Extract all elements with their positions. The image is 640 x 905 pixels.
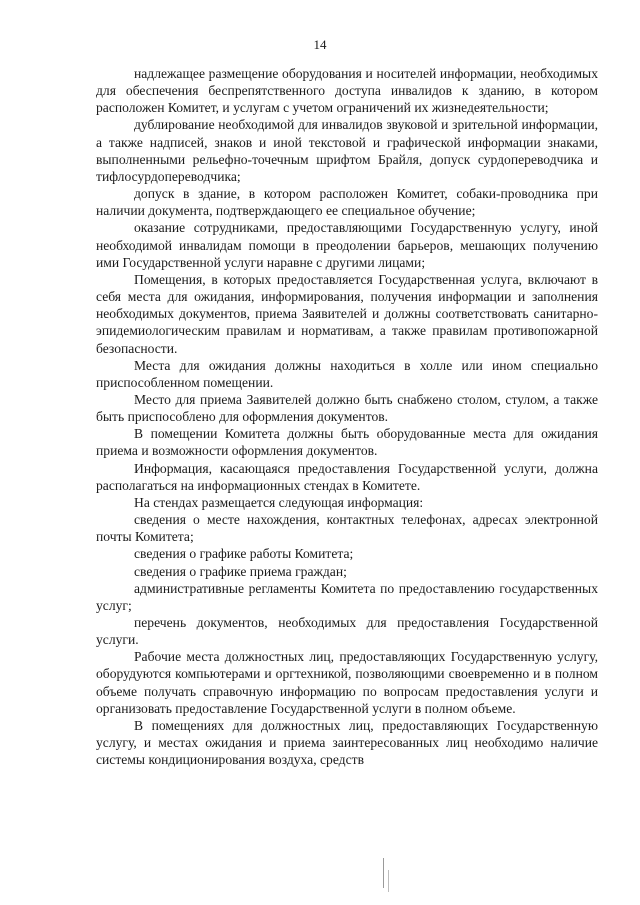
- paragraph: Место для приема Заявителей должно быть снабжено столом, стулом, а также быть приспособлено для оформления документов.: [96, 391, 598, 425]
- paragraph: Информация, касающаяся предоставления Государственной услуги, должна располагаться на информационных стендах в Комитете.: [96, 460, 598, 493]
- scan-artifact: [383, 858, 384, 888]
- paragraph: На стендах размещается следующая информация:: [134, 494, 424, 510]
- page-number: 14: [313, 37, 327, 52]
- paragraph: В помещении Комитета должны быть оборудованные места для ожидания приема и возможности оформления документов.: [96, 426, 598, 459]
- paragraph: сведения о графике приема граждан;: [134, 563, 347, 579]
- paragraph: перечень документов, необходимых для предоставления Государственной услуги.: [96, 615, 598, 648]
- paragraph: сведения о месте нахождения, контактных телефонах, адресах электронной почты Комитета;: [96, 512, 598, 545]
- scan-artifact: [388, 870, 389, 892]
- paragraph: оказание сотрудниками, предоставляющими Государственную услугу, иной необходимой инвалидам помощи в преодолении барьеров, мешающих получению ими Государственной услуги наравне с другими лицами;: [96, 220, 598, 270]
- paragraph: Помещения, в которых предоставляется Государственная услуга, включают в себя места для ожидания, информирования, получения информации и заполнения необходимых документов, приема Заявителей и должны соответствовать санитарно-эпидемиологическим правилам и нормативам, а также правилам противопожарной безопасности.: [96, 271, 598, 356]
- paragraph: Места для ожидания должны находиться в холле или ином специально приспособленном помещении.: [96, 357, 598, 390]
- paragraph: допуск в здание, в котором расположен Комитет, собаки-проводника при наличии документа, подтверждающего ее специальное обучение;: [96, 186, 598, 219]
- document-body: [96, 65, 598, 768]
- paragraph: Рабочие места должностных лиц, предоставляющих Государственную услугу, оборудуются компьютерами и оргтехникой, позволяющими своевременно и в полном объеме получать справочную информацию по вопросам предоставления услуги и организовать предоставление Государственной услуги в полном объеме.: [96, 649, 598, 716]
- paragraph: надлежащее размещение оборудования и носителей информации, необходимых для обеспечения беспрепятственного доступа инвалидов к зданию, в котором расположен Комитет, и услугам с учетом ограничений их жизнедеятельности;: [96, 66, 598, 116]
- paragraph: дублирование необходимой для инвалидов звуковой и зрительной информации, а также надписей, знаков и иной текстовой и графической информации знаками, выполненными рельефно-точечным шрифтом Брайля, допуск сурдопереводчика и тифлосурдопереводчика;: [96, 117, 598, 184]
- paragraph: административные регламенты Комитета по предоставлению государственных услуг;: [96, 580, 598, 613]
- paragraph: В помещениях для должностных лиц, предоставляющих Государственную услугу, и местах ожидания и приема заинтересованных лиц необходимо наличие системы кондиционирования воздуха, средств: [96, 717, 598, 768]
- paragraph: сведения о графике работы Комитета;: [134, 546, 354, 562]
